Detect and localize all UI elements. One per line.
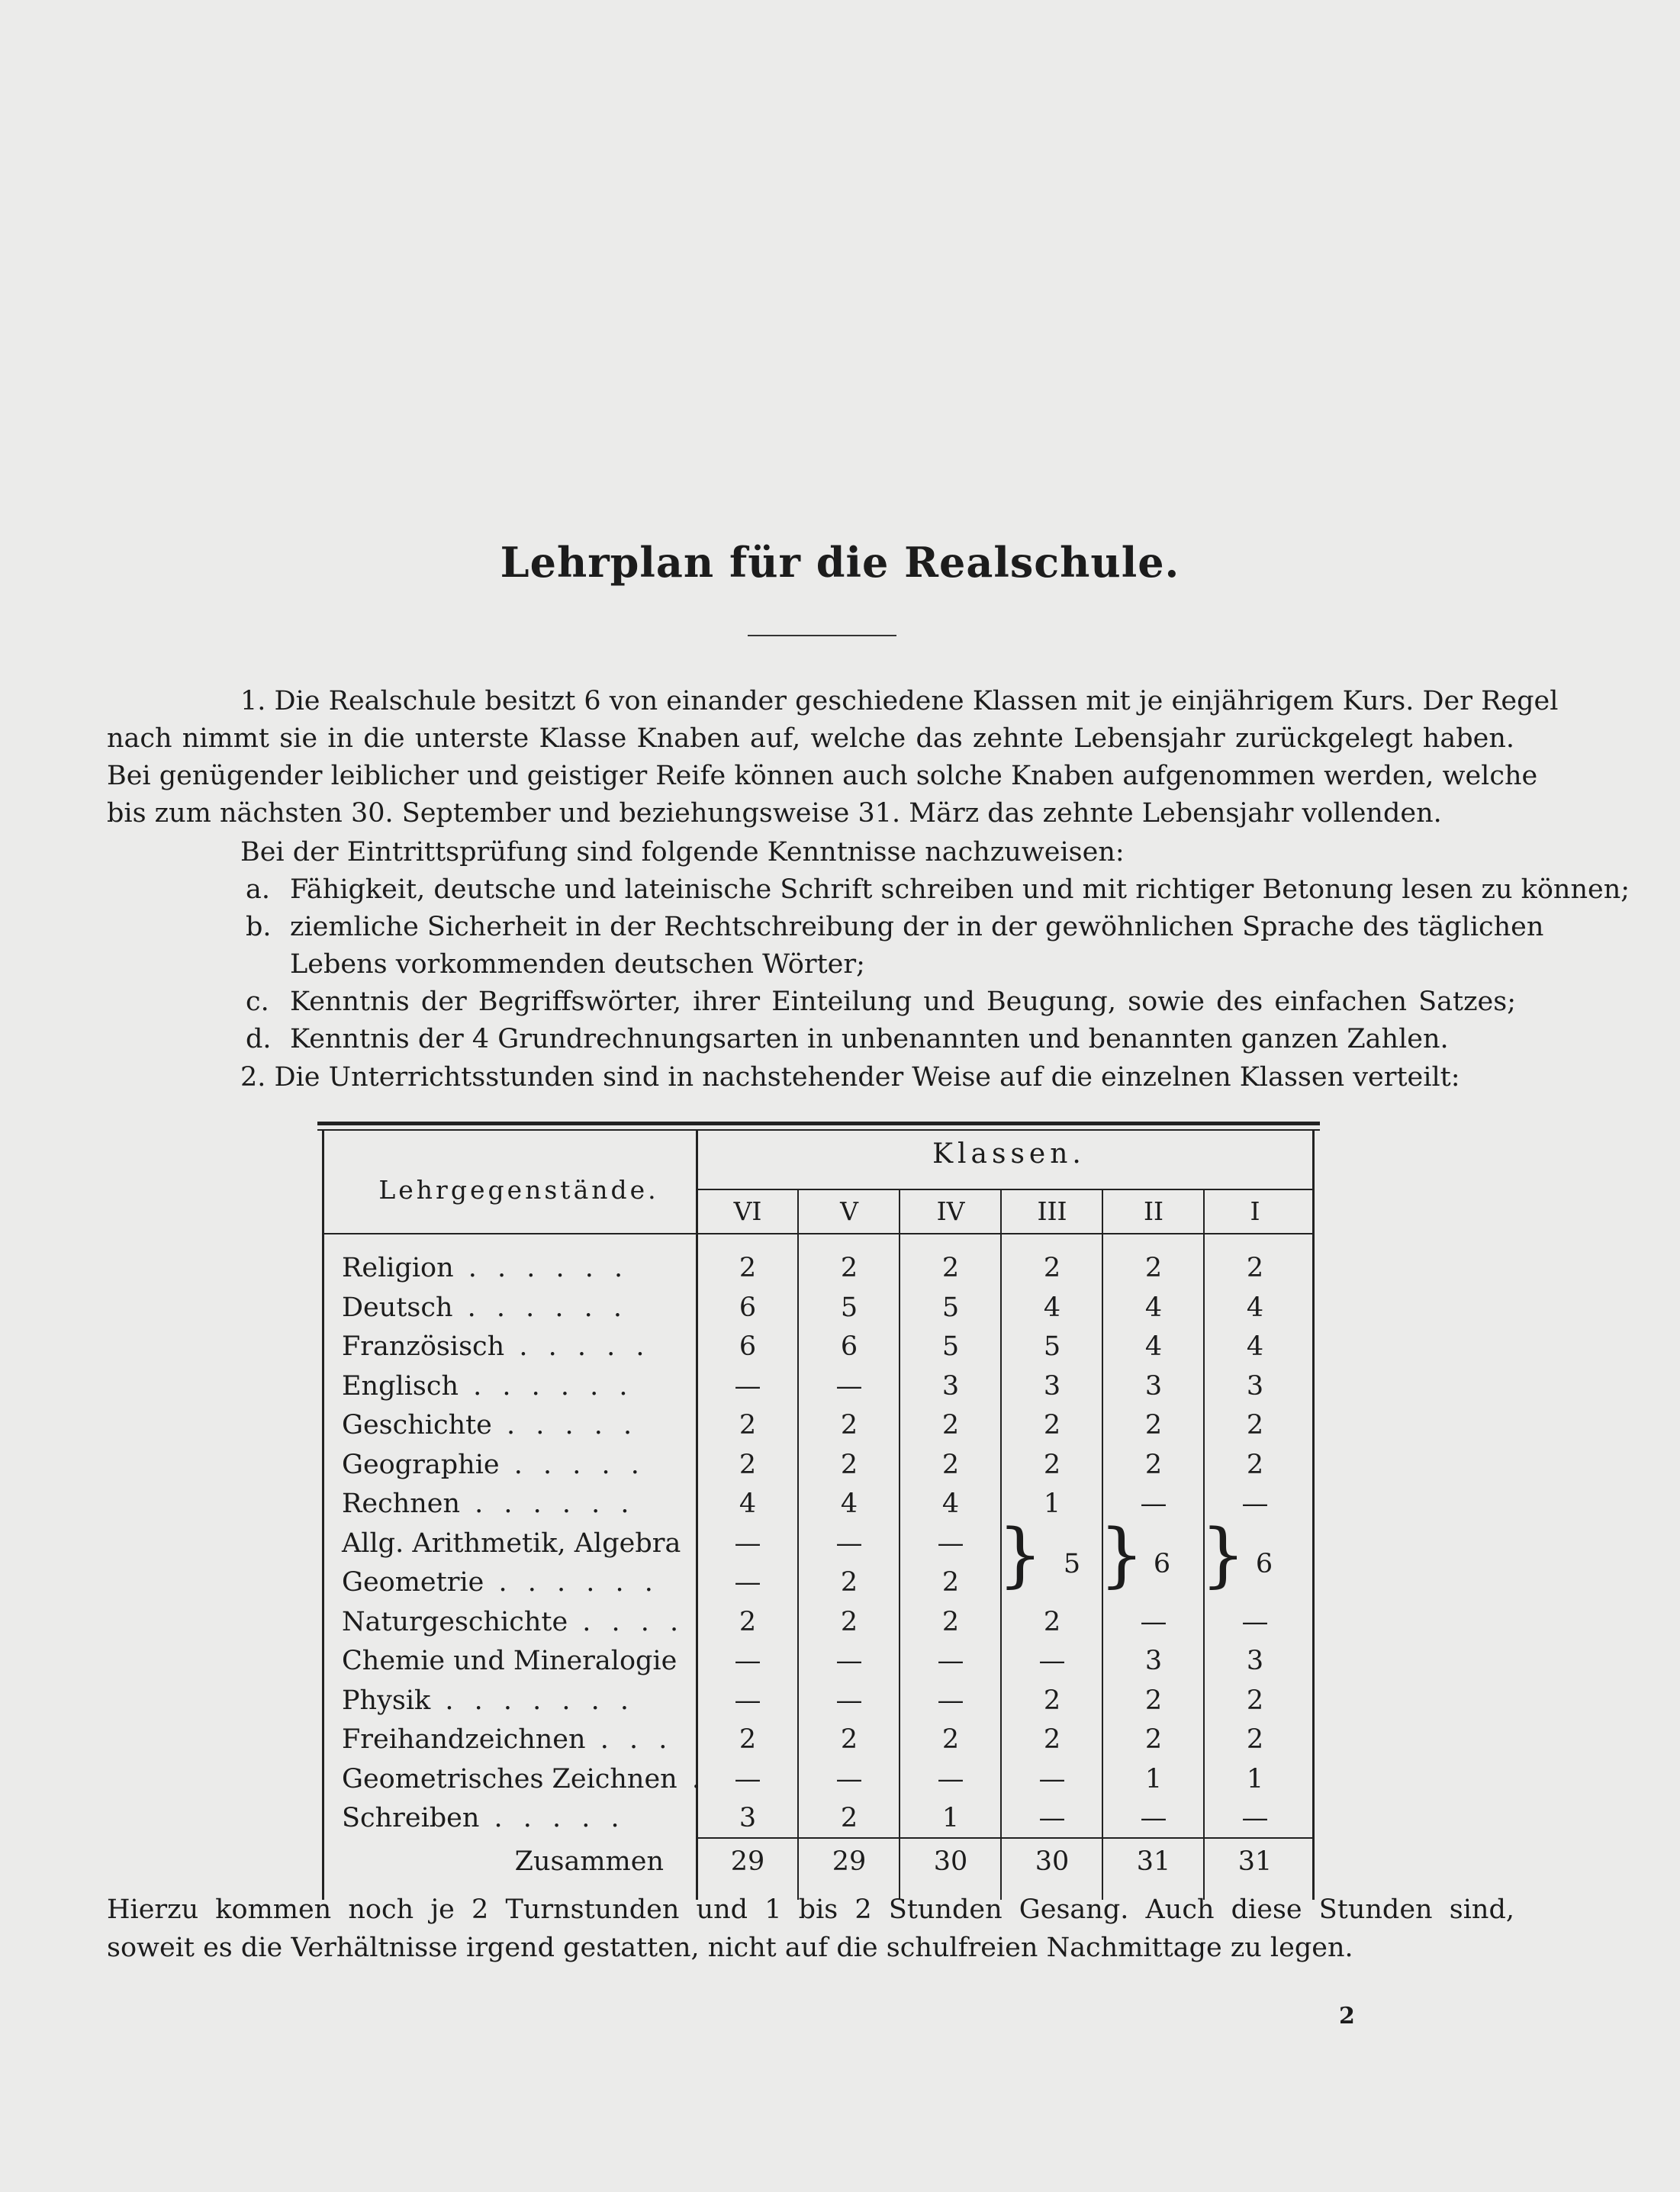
table-cell: — bbox=[734, 1567, 761, 1598]
table-top-rule-thin bbox=[317, 1129, 1320, 1131]
table-cell: 6 bbox=[739, 1292, 757, 1323]
table-row-subject bbox=[342, 1292, 670, 1323]
table-cell: 3 bbox=[739, 1803, 757, 1833]
class-header-v: V bbox=[840, 1196, 858, 1226]
table-cell: — bbox=[835, 1646, 863, 1676]
list-item-continuation: Lebens vorkommenden deutschen Wörter; bbox=[290, 949, 865, 980]
table-cell: — bbox=[734, 1763, 761, 1794]
column-rule bbox=[797, 1189, 799, 1900]
list-item-text: Fähigkeit, deutsche und lateinische Schrift schreiben und mit richtiger Betonung lesen zu können; bbox=[290, 874, 1630, 905]
table-cell: 2 bbox=[840, 1724, 858, 1755]
table-cell: — bbox=[1241, 1606, 1269, 1637]
list-item bbox=[246, 871, 1630, 909]
paragraph-1-line: 1. Die Realschule besitzt 6 von einander geschiedene Klassen mit je einjährigem Kurs. Der Regel bbox=[240, 686, 1559, 716]
list-item-label: a. bbox=[246, 874, 270, 905]
paragraph-1-line: Bei genügender leiblicher und geistiger Reife können auch solche Knaben aufgenommen werden, welche bbox=[107, 761, 1538, 791]
table-cell: 2 bbox=[840, 1449, 858, 1480]
total-cell: 30 bbox=[1035, 1846, 1070, 1877]
leader-dots: . . . . . . bbox=[459, 1370, 634, 1402]
list-item-text: Kenntnis der Begriffswörter, ihrer Einteilung und Beugung, sowie des einfachen Satzes; bbox=[290, 987, 1516, 1017]
table-cell: — bbox=[1140, 1489, 1167, 1519]
table-cell: 2 bbox=[1043, 1685, 1061, 1716]
table-cell: 2 bbox=[1144, 1685, 1163, 1716]
list-item bbox=[246, 983, 1516, 1021]
table-cell: 2 bbox=[1144, 1449, 1163, 1480]
table-cell: 2 bbox=[1246, 1724, 1264, 1755]
subject-name: Geschichte bbox=[342, 1410, 492, 1440]
totals-rule bbox=[696, 1837, 1314, 1839]
class-header-vi: VI bbox=[733, 1196, 762, 1226]
table-row-subject bbox=[342, 1763, 706, 1794]
requirements-list bbox=[246, 871, 1630, 1058]
table-cell: 4 bbox=[739, 1489, 757, 1519]
subject-name: Allg. Arithmetik, Algebra bbox=[342, 1527, 681, 1559]
table-top-rule bbox=[317, 1122, 1320, 1125]
table-cell: — bbox=[1038, 1646, 1066, 1676]
table-row-subject bbox=[342, 1331, 670, 1362]
table-cell: 2 bbox=[1043, 1724, 1061, 1755]
table-cell: — bbox=[734, 1370, 761, 1402]
table-row-subject bbox=[342, 1724, 674, 1755]
table-cell: 3 bbox=[941, 1370, 960, 1402]
table-cell: 5 bbox=[941, 1292, 960, 1323]
table-cell: 2 bbox=[1246, 1449, 1264, 1480]
table-cell: 4 bbox=[1246, 1331, 1264, 1362]
table-row-subject bbox=[342, 1527, 681, 1559]
page-title: Lehrplan für die Realschule. bbox=[500, 538, 1180, 587]
paragraph-3 bbox=[107, 1891, 1514, 1967]
table-cell: 2 bbox=[1144, 1410, 1163, 1440]
subject-name: Geometrie bbox=[342, 1567, 484, 1598]
subject-name: Englisch bbox=[342, 1370, 459, 1402]
table-cell: — bbox=[1038, 1763, 1066, 1794]
list-item-label: c. bbox=[246, 987, 269, 1017]
leader-dots: . . . bbox=[585, 1724, 674, 1755]
paragraph-1 bbox=[107, 683, 1559, 832]
requirements-intro bbox=[107, 834, 1514, 871]
combined-cell-iii: 5 bbox=[1063, 1549, 1081, 1579]
table-cell: 5 bbox=[840, 1292, 858, 1323]
requirements-intro-text: Bei der Eintrittsprüfung sind folgende Kenntnisse nachzuweisen: bbox=[240, 837, 1125, 867]
table-cell: — bbox=[734, 1527, 761, 1559]
table-cell: 4 bbox=[1246, 1292, 1264, 1323]
table-right-rule bbox=[1312, 1129, 1315, 1900]
table-cell: — bbox=[835, 1370, 863, 1402]
table-cell: — bbox=[835, 1527, 863, 1559]
table-cell: 2 bbox=[941, 1253, 960, 1283]
column-rule bbox=[899, 1189, 900, 1900]
brace-i: } bbox=[1201, 1514, 1246, 1595]
subject-header: Lehrgegenstände. bbox=[378, 1175, 659, 1205]
total-cell: 31 bbox=[1237, 1846, 1273, 1877]
table-row-subject bbox=[342, 1371, 670, 1402]
subject-name: Religion bbox=[342, 1253, 454, 1283]
leader-dots: . . . . . bbox=[479, 1803, 626, 1833]
table-cell: 4 bbox=[1144, 1292, 1163, 1323]
table-cell: 2 bbox=[1144, 1724, 1163, 1755]
paragraph-3-line: soweit es die Verhältnisse irgend gestatten, nicht auf die schulfreien Nachmittage zu legen. bbox=[107, 1933, 1353, 1963]
table-cell: 4 bbox=[1043, 1292, 1061, 1323]
page-number: 2 bbox=[1339, 2003, 1355, 2029]
subject-name: Deutsch bbox=[342, 1292, 453, 1323]
table-cell: 2 bbox=[840, 1410, 858, 1440]
subject-name: Naturgeschichte bbox=[342, 1606, 568, 1637]
table-row-subject bbox=[342, 1489, 670, 1519]
leader-dots: . . . . . bbox=[504, 1331, 651, 1362]
subject-name: Geographie bbox=[342, 1449, 500, 1480]
combined-cell-i: 6 bbox=[1255, 1549, 1273, 1579]
classes-header: Klassen. bbox=[932, 1138, 1086, 1170]
table-row-subject bbox=[342, 1567, 670, 1598]
table-cell: 1 bbox=[1144, 1763, 1163, 1794]
table-cell: 3 bbox=[1144, 1646, 1163, 1676]
table-row-subject bbox=[342, 1253, 670, 1283]
class-header-i: I bbox=[1250, 1196, 1260, 1226]
table-cell: — bbox=[937, 1685, 964, 1716]
table-cell: — bbox=[1140, 1606, 1167, 1637]
total-cell: 30 bbox=[933, 1846, 968, 1877]
table-cell: — bbox=[734, 1685, 761, 1716]
schedule-table bbox=[305, 1122, 1320, 1907]
class-header-ii: II bbox=[1143, 1196, 1164, 1226]
table-cell: — bbox=[937, 1763, 964, 1794]
table-cell: 6 bbox=[840, 1331, 858, 1362]
table-cell: 4 bbox=[1144, 1331, 1163, 1362]
klassen-header-rule bbox=[696, 1189, 1314, 1190]
table-cell: 2 bbox=[739, 1449, 757, 1480]
table-cell: 3 bbox=[1144, 1370, 1163, 1402]
table-cell: 2 bbox=[739, 1606, 757, 1637]
table-cell: 2 bbox=[941, 1410, 960, 1440]
table-cell: — bbox=[1241, 1489, 1269, 1519]
table-row-subject bbox=[342, 1450, 670, 1480]
table-cell: 3 bbox=[1246, 1646, 1264, 1676]
leader-dots: . bbox=[677, 1763, 706, 1794]
leader-dots: . . . . . . bbox=[452, 1292, 629, 1323]
table-cell: 2 bbox=[739, 1253, 757, 1283]
table-cell: 2 bbox=[739, 1724, 757, 1755]
table-cell: 3 bbox=[1246, 1370, 1264, 1402]
brace-ii: } bbox=[1099, 1514, 1144, 1595]
subject-name: Freihandzeichnen bbox=[342, 1724, 586, 1755]
list-item bbox=[246, 909, 1544, 946]
subject-name: Physik bbox=[342, 1685, 431, 1716]
list-item-text: Kenntnis der 4 Grundrechnungsarten in unbenannten und benannten ganzen Zahlen. bbox=[290, 1024, 1449, 1054]
leader-dots: . . . . bbox=[568, 1606, 685, 1637]
table-cell: 2 bbox=[1246, 1410, 1264, 1440]
table-row-subject bbox=[342, 1646, 677, 1676]
list-item-text: ziemliche Sicherheit in der Rechtschreibung der in der gewöhnlichen Sprache des täglichen bbox=[290, 912, 1544, 942]
table-cell: 4 bbox=[941, 1489, 960, 1519]
list-item-label: d. bbox=[246, 1024, 272, 1054]
title-rule bbox=[748, 635, 896, 636]
table-cell: 2 bbox=[1043, 1253, 1061, 1283]
table-cell: 1 bbox=[1043, 1489, 1061, 1519]
table-cell: 2 bbox=[941, 1567, 960, 1598]
table-cell: 1 bbox=[941, 1803, 960, 1833]
leader-dots: . . . . . bbox=[499, 1449, 645, 1480]
table-cell: 6 bbox=[739, 1331, 757, 1362]
table-cell: 2 bbox=[941, 1606, 960, 1637]
table-cell: 2 bbox=[1043, 1449, 1061, 1480]
table-row-subject bbox=[342, 1410, 670, 1440]
leader-dots: . . . . . . . bbox=[430, 1685, 635, 1716]
table-cell: 2 bbox=[1043, 1606, 1061, 1637]
table-cell: 2 bbox=[1246, 1685, 1264, 1716]
paragraph-1-line: nach nimmt sie in die unterste Klasse Knaben auf, welche das zehnte Lebensjahr zurückgelegt haben. bbox=[107, 723, 1514, 754]
leader-dots: . . . . . . bbox=[484, 1567, 659, 1598]
table-row-subject bbox=[342, 1685, 670, 1716]
table-row-subject bbox=[342, 1803, 670, 1833]
table-row-subject bbox=[342, 1606, 685, 1637]
total-cell: 29 bbox=[832, 1846, 867, 1877]
table-cell: 2 bbox=[1246, 1253, 1264, 1283]
table-cell: 2 bbox=[840, 1253, 858, 1283]
table-cell: — bbox=[937, 1646, 964, 1676]
leader-dots: . . . . . . bbox=[453, 1253, 629, 1283]
paragraph-1-line: bis zum nächsten 30. September und beziehungsweise 31. März das zehnte Lebensjahr vollenden. bbox=[107, 798, 1442, 829]
table-cell: — bbox=[937, 1527, 964, 1559]
brace-iii: } bbox=[998, 1514, 1043, 1595]
table-cell: — bbox=[1038, 1803, 1066, 1833]
subject-name: Rechnen bbox=[342, 1489, 461, 1519]
total-label: Zusammen bbox=[514, 1846, 664, 1877]
table-left-rule bbox=[322, 1129, 324, 1900]
header-bottom-rule bbox=[322, 1233, 1314, 1234]
table-cell: 2 bbox=[840, 1567, 858, 1598]
table-cell: 5 bbox=[1043, 1331, 1061, 1362]
table-cell: — bbox=[734, 1646, 761, 1676]
table-cell: 2 bbox=[739, 1410, 757, 1440]
table-cell: 2 bbox=[1144, 1253, 1163, 1283]
list-item bbox=[246, 1021, 1516, 1058]
combined-cell-ii: 6 bbox=[1153, 1549, 1171, 1579]
table-cell: 2 bbox=[1043, 1410, 1061, 1440]
paragraph-3-line: Hierzu kommen noch je 2 Turnstunden und 1 bis 2 Stunden Gesang. Auch diese Stunden sind, bbox=[107, 1894, 1514, 1925]
paragraph-2: 2. Die Unterrichtsstunden sind in nachstehender Weise auf die einzelnen Klassen verteilt: bbox=[240, 1062, 1460, 1093]
table-cell: 2 bbox=[941, 1724, 960, 1755]
table-cell: 2 bbox=[840, 1803, 858, 1833]
table-cell: — bbox=[835, 1685, 863, 1716]
class-header-iv: IV bbox=[936, 1196, 965, 1226]
leader-dots: . . . . . . bbox=[460, 1489, 636, 1519]
list-item-label: b. bbox=[246, 912, 272, 942]
total-cell: 29 bbox=[730, 1846, 765, 1877]
table-cell: 2 bbox=[941, 1449, 960, 1480]
table-cell: — bbox=[1140, 1803, 1167, 1833]
table-cell: — bbox=[1241, 1803, 1269, 1833]
class-header-iii: III bbox=[1037, 1196, 1067, 1226]
total-cell: 31 bbox=[1136, 1846, 1171, 1877]
table-cell: 5 bbox=[941, 1331, 960, 1362]
table-cell: 2 bbox=[840, 1606, 858, 1637]
subject-name: Geometrisches Zeichnen bbox=[342, 1763, 677, 1794]
table-cell: — bbox=[835, 1763, 863, 1794]
table-cell: 3 bbox=[1043, 1370, 1061, 1402]
subject-name: Französisch bbox=[342, 1331, 505, 1362]
table-cell: 1 bbox=[1246, 1763, 1264, 1794]
table-cell: 4 bbox=[840, 1489, 858, 1519]
leader-dots: . . . . . bbox=[491, 1410, 639, 1440]
subject-name: Schreiben bbox=[342, 1803, 480, 1833]
subject-name: Chemie und Mineralogie bbox=[342, 1646, 677, 1676]
